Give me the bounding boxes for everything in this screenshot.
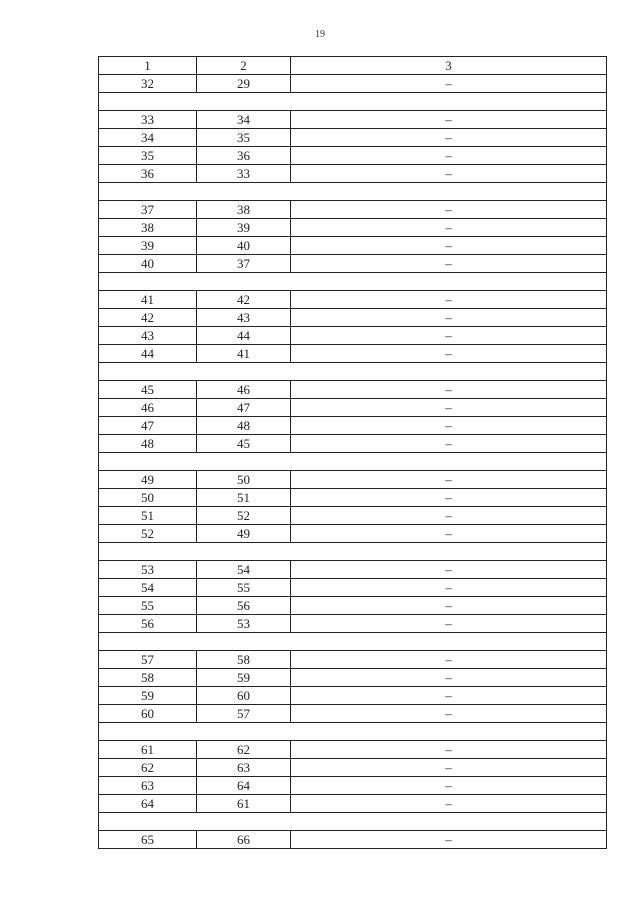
table-cell-col-1: 64 (99, 795, 197, 813)
table-cell-col-2: 35 (197, 129, 291, 147)
table-cell-col-3: – (291, 111, 607, 129)
table-row (99, 201, 607, 219)
table-cell-col-3: – (291, 219, 607, 237)
table-row (99, 399, 607, 417)
table-cell-col-1: 40 (99, 255, 197, 273)
table-cell-col-3: – (291, 669, 607, 687)
table-cell-col-2: 51 (197, 489, 291, 507)
table-row (99, 435, 607, 453)
table-cell-col-2: 44 (197, 327, 291, 345)
data-table (98, 56, 607, 849)
table-cell-col-1: 45 (99, 381, 197, 399)
table-row (99, 831, 607, 849)
header-cell-1: 1 (99, 57, 197, 75)
table-cell-col-2: 43 (197, 309, 291, 327)
table-cell-col-1: 61 (99, 741, 197, 759)
table-cell-col-1: 58 (99, 669, 197, 687)
page-number: 19 (315, 29, 325, 40)
table-row (99, 579, 607, 597)
table-cell-col-3: – (291, 129, 607, 147)
table-cell-col-1: 65 (99, 831, 197, 849)
table-cell-col-1: 34 (99, 129, 197, 147)
table-cell-col-2: 56 (197, 597, 291, 615)
table-cell-col-1: 38 (99, 219, 197, 237)
table-cell-col-1: 63 (99, 777, 197, 795)
table-cell-col-3: – (291, 615, 607, 633)
table-cell-col-2: 39 (197, 219, 291, 237)
table-cell-col-3: – (291, 705, 607, 723)
table-cell-col-3: – (291, 147, 607, 165)
table-cell-col-2: 49 (197, 525, 291, 543)
table-cell-col-3: – (291, 201, 607, 219)
table-row (99, 309, 607, 327)
table-cell-col-2: 54 (197, 561, 291, 579)
table-cell-col-3: – (291, 489, 607, 507)
table-row (99, 777, 607, 795)
table-row (99, 165, 607, 183)
table-row (99, 255, 607, 273)
table-cell-col-3: – (291, 309, 607, 327)
table-cell-col-2: 48 (197, 417, 291, 435)
table-cell-col-2: 52 (197, 507, 291, 525)
table-cell-col-2: 40 (197, 237, 291, 255)
table-row (99, 507, 607, 525)
table-cell-col-1: 60 (99, 705, 197, 723)
separator-cell (99, 183, 607, 201)
table-cell-col-2: 47 (197, 399, 291, 417)
group-separator-row (99, 183, 607, 201)
table-cell-col-1: 33 (99, 111, 197, 129)
table-row (99, 651, 607, 669)
table-cell-col-3: – (291, 795, 607, 813)
table-row (99, 669, 607, 687)
table-cell-col-2: 34 (197, 111, 291, 129)
table-cell-col-2: 53 (197, 615, 291, 633)
table-cell-col-1: 36 (99, 165, 197, 183)
table-cell-col-1: 46 (99, 399, 197, 417)
table-cell-col-2: 33 (197, 165, 291, 183)
table-cell-col-3: – (291, 345, 607, 363)
table-row (99, 795, 607, 813)
table-cell-col-2: 59 (197, 669, 291, 687)
table-cell-col-1: 57 (99, 651, 197, 669)
table-cell-col-2: 58 (197, 651, 291, 669)
separator-cell (99, 363, 607, 381)
table-cell-col-1: 35 (99, 147, 197, 165)
table-cell-col-3: – (291, 831, 607, 849)
table-cell-col-2: 64 (197, 777, 291, 795)
table-cell-col-1: 51 (99, 507, 197, 525)
table-row (99, 345, 607, 363)
table-row (99, 687, 607, 705)
table-cell-col-3: – (291, 165, 607, 183)
table-cell-col-3: – (291, 435, 607, 453)
separator-cell (99, 633, 607, 651)
table-row (99, 237, 607, 255)
table-cell-col-1: 54 (99, 579, 197, 597)
table-cell-col-3: – (291, 687, 607, 705)
table-cell-col-2: 36 (197, 147, 291, 165)
table-cell-col-1: 62 (99, 759, 197, 777)
table-cell-col-1: 55 (99, 597, 197, 615)
table-cell-col-3: – (291, 597, 607, 615)
data-table-container (98, 56, 606, 849)
separator-cell (99, 723, 607, 741)
separator-cell (99, 543, 607, 561)
table-cell-col-1: 41 (99, 291, 197, 309)
table-cell-col-2: 55 (197, 579, 291, 597)
table-cell-col-1: 44 (99, 345, 197, 363)
table-cell-col-1: 47 (99, 417, 197, 435)
table-row (99, 741, 607, 759)
table-cell-col-1: 53 (99, 561, 197, 579)
table-cell-col-3: – (291, 777, 607, 795)
table-body (99, 75, 607, 849)
table-cell-col-3: – (291, 399, 607, 417)
table-cell-col-2: 45 (197, 435, 291, 453)
table-row (99, 759, 607, 777)
table-header-row (99, 57, 607, 75)
table-cell-col-3: – (291, 471, 607, 489)
separator-cell (99, 93, 607, 111)
table-row (99, 111, 607, 129)
table-cell-col-3: – (291, 525, 607, 543)
table-cell-col-3: – (291, 651, 607, 669)
table-row (99, 147, 607, 165)
table-row (99, 219, 607, 237)
table-cell-col-1: 48 (99, 435, 197, 453)
table-cell-col-3: – (291, 561, 607, 579)
header-cell-2: 2 (197, 57, 291, 75)
group-separator-row (99, 93, 607, 111)
table-row (99, 525, 607, 543)
table-cell-col-1: 39 (99, 237, 197, 255)
table-cell-col-3: – (291, 291, 607, 309)
table-cell-col-3: – (291, 381, 607, 399)
table-cell-col-3: – (291, 741, 607, 759)
separator-cell (99, 453, 607, 471)
table-row (99, 561, 607, 579)
table-row (99, 381, 607, 399)
group-separator-row (99, 273, 607, 291)
table-cell-col-2: 29 (197, 75, 291, 93)
table-row (99, 597, 607, 615)
table-row (99, 327, 607, 345)
table-cell-col-2: 57 (197, 705, 291, 723)
table-cell-col-1: 32 (99, 75, 197, 93)
table-cell-col-3: – (291, 327, 607, 345)
table-cell-col-3: – (291, 507, 607, 525)
table-cell-col-1: 37 (99, 201, 197, 219)
table-cell-col-1: 59 (99, 687, 197, 705)
separator-cell (99, 813, 607, 831)
table-cell-col-3: – (291, 579, 607, 597)
table-row (99, 615, 607, 633)
table-cell-col-3: – (291, 237, 607, 255)
table-cell-col-2: 38 (197, 201, 291, 219)
table-cell-col-1: 49 (99, 471, 197, 489)
table-cell-col-2: 50 (197, 471, 291, 489)
table-cell-col-3: – (291, 255, 607, 273)
table-row (99, 417, 607, 435)
table-row (99, 291, 607, 309)
table-cell-col-2: 66 (197, 831, 291, 849)
header-cell-3: 3 (291, 57, 607, 75)
table-cell-col-2: 41 (197, 345, 291, 363)
table-cell-col-3: – (291, 417, 607, 435)
table-cell-col-2: 42 (197, 291, 291, 309)
table-row (99, 471, 607, 489)
group-separator-row (99, 633, 607, 651)
table-cell-col-3: – (291, 75, 607, 93)
table-cell-col-2: 46 (197, 381, 291, 399)
group-separator-row (99, 723, 607, 741)
table-cell-col-2: 63 (197, 759, 291, 777)
table-cell-col-1: 50 (99, 489, 197, 507)
table-row (99, 489, 607, 507)
table-cell-col-3: – (291, 759, 607, 777)
table-row (99, 75, 607, 93)
table-cell-col-2: 60 (197, 687, 291, 705)
group-separator-row (99, 543, 607, 561)
table-cell-col-1: 43 (99, 327, 197, 345)
group-separator-row (99, 453, 607, 471)
table-cell-col-1: 42 (99, 309, 197, 327)
table-cell-col-2: 62 (197, 741, 291, 759)
group-separator-row (99, 813, 607, 831)
table-row (99, 705, 607, 723)
table-cell-col-1: 52 (99, 525, 197, 543)
separator-cell (99, 273, 607, 291)
table-row (99, 129, 607, 147)
table-cell-col-1: 56 (99, 615, 197, 633)
table-cell-col-2: 37 (197, 255, 291, 273)
group-separator-row (99, 363, 607, 381)
table-cell-col-2: 61 (197, 795, 291, 813)
